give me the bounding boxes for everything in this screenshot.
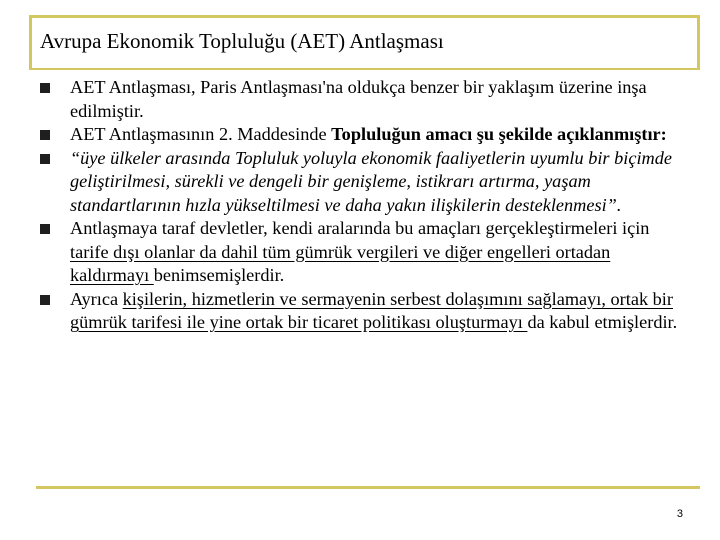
frame-right-border [697,15,700,70]
bullet-text: Antlaşmaya taraf devletler, kendi aralarında bu amaçları gerçekleştirmeleri için [70,218,650,238]
bullet-text: AET Antlaşması, Paris Antlaşması'na oldukça benzer bir yaklaşım üzerine inşa edilmiştir. [70,77,647,121]
slide-title: Avrupa Ekonomik Topluluğu (AET) Antlaşması [40,29,444,53]
bullet-text-end: da kabul etmişlerdir. [527,312,678,332]
bullet-item-5 [40,288,680,335]
bullet-text: AET Antlaşmasının 2. Maddesinde [70,124,332,144]
bullet-underlined-text: kişilerin, hizmetlerin ve sermayenin serbest dolaşımını sağlamayı, ortak bir gümrük tarifesi ile yine ortak bir ticaret politikası oluşturmayı [70,288,673,332]
bullet-item-4 [40,217,680,288]
bullet-underlined-text: tarife dışı olanlar da dahil tüm gümrük vergileri ve diğer engelleri ortadan kaldırmayı [70,241,611,285]
bullet-list [40,76,680,335]
page-number: 3 [676,508,683,520]
frame-left-border [29,15,32,70]
square-bullet-icon [40,83,50,93]
square-bullet-icon [40,154,50,164]
bullet-quote-text: “üye ülkeler arasında Topluluk yoluyla ekonomik faaliyetlerin uyumlu bir biçimde geliştirilmesi, sürekli ve dengeli bir genişleme, istikrarı artırma, yaşam standartlarının hızla yükseltilmesi ve daha yakın ilişkilerin desteklenmesi”. [70,147,672,215]
square-bullet-icon [40,295,50,305]
bullet-item-2 [40,123,680,147]
bullet-bold-text: Topluluğun amacı şu şekilde açıklanmıştır: [331,124,667,144]
square-bullet-icon [40,224,50,234]
bullet-item-3 [40,147,680,218]
footer-rule [36,486,700,489]
title-underline [29,68,700,70]
square-bullet-icon [40,130,50,140]
bullet-item-1 [40,76,680,123]
bullet-text: Ayrıca [70,288,123,309]
frame-top-border [29,15,700,18]
bullet-text-end: benimsemişlerdir. [153,265,285,285]
